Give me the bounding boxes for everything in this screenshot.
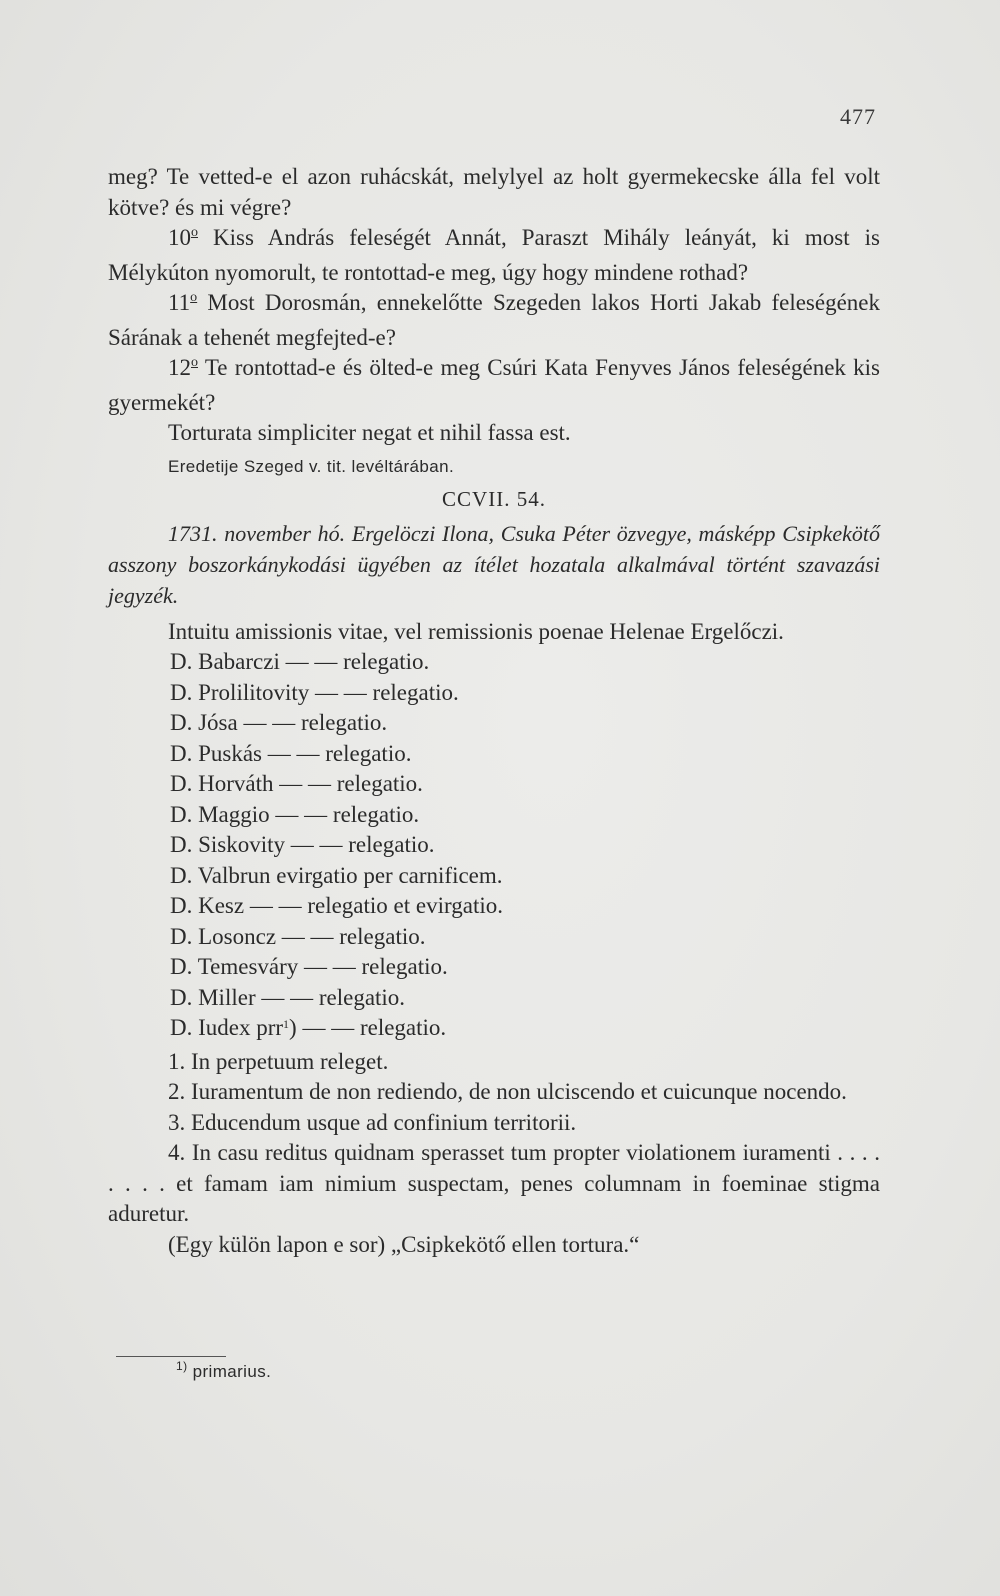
- question-11: [108, 288, 880, 353]
- question-number: 10: [168, 225, 191, 250]
- torture-result: Torturata simpliciter negat et nihil fassa est.: [168, 420, 571, 445]
- vote-list: [108, 647, 880, 1047]
- question-number: 11: [168, 290, 191, 315]
- vote-line: D. Jósa — — relegatio.: [170, 710, 388, 735]
- footnote-text: primarius.: [187, 1362, 272, 1381]
- page-number: 477: [840, 104, 876, 129]
- question-text: Most Dorosmán, ennekelőtte Szegeden lakos Horti Jakab feleségének Sárának a tehenét megfejted-e?: [108, 290, 880, 350]
- question-10: [108, 223, 880, 288]
- question-text: Te rontottad-e és ölted-e meg Csúri Kata Fenyves János feleségének kis gyermekét?: [108, 355, 880, 415]
- vote-line: D. Miller — — relegatio.: [170, 984, 406, 1010]
- vote-line: D. Valbrun evirgatio per carnificem.: [170, 862, 503, 888]
- vote-line: D. Kesz — — relegatio et evirgatio.: [170, 893, 503, 918]
- verdict-4: 4. In casu reditus quidnam sperasset tum propter violationem iuramenti . . . . . . . . et famam iam nimium suspectam, penes columnam in foeminae stigma aduretur.: [108, 1140, 880, 1226]
- document-intro: Intuitu amissionis vitae, vel remissionis poenae Helenae Ergelőczi.: [168, 618, 784, 644]
- vote-line: D. Maggio — — relegatio.: [170, 801, 420, 827]
- question-text: Kiss András feleségét Annát, Paraszt Mihály leányát, ki most is Mélykúton nyomorult, te rontottad-e meg, úgy hogy mindene rothad?: [108, 225, 880, 285]
- vote-line: D. Prolilitovity — — relegatio.: [170, 679, 459, 705]
- vote-line: D. Losoncz — — relegatio.: [170, 923, 426, 949]
- verdict-2: 2. Iuramentum de non rediendo, de non ulciscendo et cuicunque nocendo.: [168, 1079, 847, 1104]
- footnote-mark: 1): [176, 1359, 188, 1373]
- vote-line: D. Babarczi — — relegatio.: [170, 649, 430, 674]
- footnote: [176, 1359, 272, 1382]
- footnote-reference: 1: [283, 1017, 290, 1031]
- ordinal-mark: o: [191, 225, 198, 240]
- vote-line: D. Temesváry — — relegatio.: [170, 954, 448, 979]
- question-12: [108, 353, 880, 418]
- ordinal-mark: o: [190, 290, 198, 305]
- source-note: Eredetije Szeged v. tit. levéltárában.: [168, 456, 455, 476]
- question-number: 12: [168, 355, 191, 380]
- verdict-1: 1. In perpetuum releget.: [168, 1048, 389, 1074]
- vote-line: D. Puskás — — relegatio.: [170, 740, 412, 766]
- vote-line: D. Horváth — — relegatio.: [170, 771, 423, 796]
- footnote-divider: [116, 1356, 226, 1357]
- verdict-note: (Egy külön lapon e sor) „Csipkekötő ellen tortura.“: [168, 1231, 640, 1257]
- ordinal-mark: o: [191, 355, 198, 370]
- verdict-3: 3. Educendum usque ad confinium territorii.: [168, 1109, 577, 1135]
- vote-text-rest: ) — — relegatio.: [289, 1015, 447, 1040]
- document-number: CCVII. 54.: [442, 486, 546, 511]
- paragraph-continuation: meg? Te vetted-e el azon ruhácskát, melylyel az holt gyermekecske álla fel volt kötve? és mi végre?: [108, 164, 880, 220]
- vote-line: D. Siskovity — — relegatio.: [170, 832, 435, 857]
- vote-line-iudex: [108, 1013, 880, 1047]
- main-text: [108, 162, 880, 1260]
- document-heading: 1731. november hó. Ergelöczi Ilona, Csuka Péter özvegye, másképp Csipkekötő asszony boszorkánykodási ügyében az ítélet hozatala alkalmával történt szavazási jegyzék.: [108, 520, 880, 608]
- vote-text: D. Iudex prr: [170, 1015, 284, 1040]
